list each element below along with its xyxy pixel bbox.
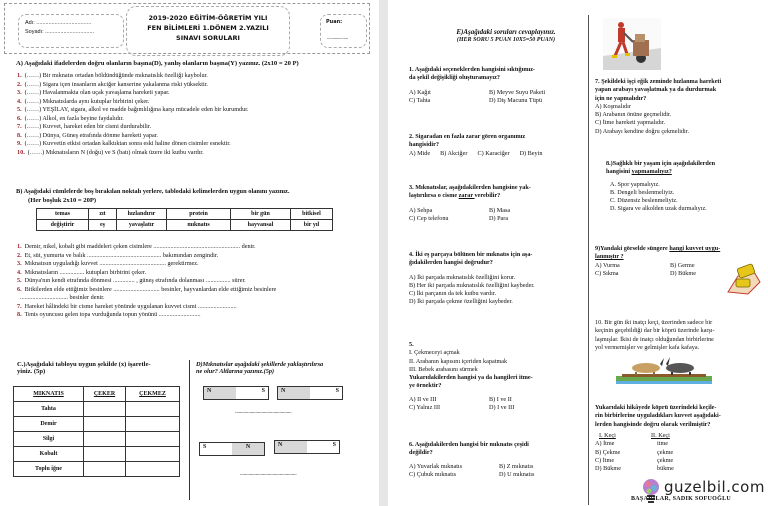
q10-story-line: 10. Bir gün iki inatçı keçi, üzerinden sadece bir [595, 319, 713, 326]
column-divider [588, 15, 589, 505]
item-text[interactable]: Dünya'nın kendi etrafında dönmesi .............. , güneş etrafında dolanması ................ sürer. [24, 277, 246, 284]
option[interactable] [595, 457, 765, 465]
signoff: BAŞARILAR, SADIK SOFUOĞLU [631, 496, 732, 502]
q1-options [409, 89, 579, 106]
option[interactable]: D) Diş Macunu Tüpü [489, 96, 542, 104]
watermark: guzelbil.com [664, 478, 765, 496]
question-3 [409, 184, 569, 223]
true-false-item [17, 106, 248, 115]
option[interactable]: B) Z mıknatıs [499, 462, 534, 470]
column-header: ÇEKER [84, 387, 126, 402]
item-text[interactable]: (……) Mıknatıslarda aynı kutuplar birbirini çeker. [24, 97, 150, 105]
word-cell: hayvansal [231, 220, 291, 231]
option[interactable]: B) Arabanın önüne geçmelidir. [595, 111, 672, 119]
question-8 [606, 160, 766, 214]
answer-line-2[interactable]: ............................................... [240, 471, 297, 477]
item-text[interactable]: Hareket hâlindeki bir cisme hareket yönünde uygulanan kuvvet cismi ......................... [24, 302, 237, 310]
option[interactable]: A) II ve III [409, 395, 437, 403]
option[interactable]: C) Çubuk mıknatıs [409, 470, 457, 478]
table-row [14, 462, 180, 477]
q10-story-line: keçinin geçebildiği dar bir köprü üzerinde karşı- [595, 327, 715, 335]
q8-stem [606, 168, 766, 176]
q6-stem: değildir? [409, 449, 433, 457]
fill-blank-item [17, 260, 276, 269]
option-second: çekme [657, 448, 674, 456]
option[interactable]: D) Beyin [519, 149, 543, 157]
q3-stem-underlined: zarar [458, 192, 475, 200]
section-a-title: A) Aşağıdaki ifadelerden doğru olanların başına(D), yanlış olanların başına(Y) yazınız. (2x10 = 20 P) [16, 60, 299, 67]
q10-stem: Yukarıdaki hikâyede köprü üzerindeki keçile- [595, 404, 717, 411]
word-cell: protein [167, 209, 231, 220]
option[interactable]: D) İki parçada çekme özelliğini kaybeder. [409, 298, 513, 306]
column-header: ÇEKMEZ [126, 387, 180, 402]
item-text[interactable]: (……) Kuvvet, hareket eden bir cismi durdurabilir. [24, 123, 152, 130]
ceker-checkbox-cell[interactable] [84, 447, 126, 462]
goats-on-bridge-image [614, 356, 714, 388]
fill-blank-item [17, 243, 276, 252]
q10-stem: lerden hangisinde doğru olarak verilmiştir? [595, 420, 711, 428]
q7-stem: için ne yapmalıdır? [595, 94, 647, 102]
word-cell: değiştirir [37, 220, 89, 231]
section-b-subtitle: (Her boşluk 2x10 = 20P) [28, 197, 97, 204]
section-c-title [17, 361, 151, 375]
option[interactable]: B) Germe [670, 261, 695, 269]
hand-squeezing-sponge-image [724, 262, 764, 298]
option-first: D) Bükme [595, 465, 621, 473]
item-text[interactable]: ............................... besinler denir. [20, 294, 105, 301]
word-cell: zıt [89, 209, 117, 220]
word-cell: mıknatıs [167, 220, 231, 231]
section-d-title [196, 361, 323, 375]
pole-label: N [275, 441, 307, 453]
option[interactable]: A) Vurma [595, 261, 620, 269]
ceker-checkbox-cell[interactable] [84, 402, 126, 417]
true-false-item [17, 123, 248, 132]
exam-title [126, 6, 290, 56]
fill-blank-item [17, 277, 276, 286]
question-5 [409, 341, 569, 412]
word-cell: bir yıl [291, 220, 333, 231]
q1-stem: 1. Aşağıdaki seçeneklerden hangisini sıktığımız- [409, 66, 535, 73]
question-2 [409, 133, 542, 158]
item-text[interactable]: Mıknatısın uyguladığı kuvvet ........................................... gerektirmez. [24, 260, 199, 267]
exam-page-left [0, 0, 379, 506]
option[interactable]: D) Para [489, 214, 509, 222]
q6-options [409, 463, 579, 480]
question-6 [409, 441, 579, 479]
option[interactable]: D. Sigara ve alkolden uzak durmalıyız. [610, 205, 707, 213]
option[interactable]: A) İki parçada mıknatıslık özelliğini korur. [409, 273, 516, 281]
q9-stem-underlined: hangi kuvvet uygu- [669, 245, 721, 252]
section-c-title-2: yiniz. (5p) [17, 368, 46, 375]
item-text[interactable]: Bitkilerden elde ettiğimiz besinlere .............................. besinler, hayvanlardan elde ettiğimiz besinlere [24, 285, 277, 293]
q3-stem-part: laştırılırsa o cisme [409, 192, 459, 200]
q4-stem: 4. İki eş parçaya bölünen bir mıknatıs için aşa- [409, 251, 533, 258]
question-10-story [595, 319, 765, 352]
fill-blank-item [17, 269, 276, 278]
item-number: 7. [17, 302, 22, 310]
ceker-checkbox-cell[interactable] [84, 462, 126, 477]
option[interactable]: A) Koşmalıdır [595, 102, 631, 110]
true-false-item [17, 140, 248, 149]
q5-statement: III. Bebek arabasını sürmek [409, 365, 478, 373]
ceker-checkbox-cell[interactable] [84, 432, 126, 447]
option[interactable]: D) Bükme [670, 269, 696, 277]
option[interactable]: D) U mıknatıs [499, 470, 535, 478]
column-divider [189, 360, 190, 500]
option-second: çekme [657, 456, 674, 464]
item-number: 1. [17, 243, 22, 250]
true-false-item [17, 115, 248, 124]
pole-label: S [310, 387, 342, 399]
word-cell: temas [37, 209, 89, 220]
question-10-stem [595, 404, 765, 429]
table-row [14, 417, 180, 432]
pole-label: S [236, 387, 268, 399]
item-text[interactable]: (……) YEŞİLAY, sigara, alkol ve madde bağımlılığına karşı mücadele eden bir kurumdur. [24, 106, 249, 113]
item-text[interactable]: (……) Bir mıknatıs ortadan böldündüğünde mıknatıslık özelliği kaybolur. [24, 72, 208, 79]
q5-stem: Yukarıdakilerden hangisi ya da hangileri itme- [409, 374, 533, 382]
cekmez-checkbox-cell[interactable] [126, 417, 180, 432]
item-number: 8. [17, 131, 22, 139]
section-e-header [436, 28, 576, 45]
q8-stem-part: hangisini [606, 168, 632, 176]
name-field[interactable]: Adı: .................................... [25, 20, 92, 26]
true-false-item [17, 132, 248, 141]
q10-column-headers [595, 432, 765, 440]
option[interactable] [595, 465, 765, 473]
item-text[interactable]: (……) Sigara içen insanların akciğer kanserine yakalanma riski yüksektir. [24, 80, 208, 88]
q2-options [409, 150, 542, 158]
fill-blank-item [17, 286, 276, 295]
question-7 [595, 78, 765, 136]
section-c-title-1: C.)Aşağıdaki tabloyu uygun şekilde (x) işaretle- [17, 361, 151, 368]
item-text[interactable]: Tenis oyuncusu gelen topa vurduğunda topun yönünü ........................... [24, 311, 201, 318]
pole-label: N [278, 387, 310, 399]
magnet-2b [274, 440, 340, 454]
pole-label: S [307, 441, 339, 453]
pole-label: N [204, 387, 236, 399]
section-d-title-1: D)Mıknatıslar aşağıdaki şekillerde yaklaştırılırsa [196, 361, 324, 368]
fill-blank-item [17, 311, 276, 320]
item-number: 2. [17, 251, 22, 259]
option-first: B) Çekme [595, 448, 621, 456]
answer-line-1[interactable]: ............................................... [235, 409, 292, 415]
question-10-options [595, 432, 765, 473]
material-cell: Tahta [14, 402, 84, 417]
item-number: 6. [17, 114, 22, 122]
word-cell: bitkisel [291, 209, 333, 220]
pole-label: S [200, 443, 232, 455]
option[interactable]: C. Düzensiz beslenmeliyiz. [610, 197, 678, 205]
table-row [14, 402, 180, 417]
item-number: 3. [17, 89, 22, 96]
q5-statement: I. Çekmeceyi açmak [409, 349, 460, 357]
q5-options [409, 396, 569, 413]
option[interactable]: B. Dengeli beslenmeliyiz. [610, 188, 675, 196]
option[interactable]: A) Sehpa [409, 206, 433, 214]
q5-statement: II. Arabanın kapısını içeriden kapatmak [409, 357, 508, 365]
word-row [37, 209, 333, 220]
magnet-2a [199, 442, 265, 456]
option[interactable]: A) Mide [409, 149, 431, 157]
option[interactable]: C) Cep telefonu [409, 214, 449, 222]
option[interactable]: D) Arabayı kendine doğru çekmelidir. [595, 127, 689, 135]
magnet-1b [277, 386, 343, 400]
ceker-checkbox-cell[interactable] [84, 417, 126, 432]
cekmez-checkbox-cell[interactable] [126, 432, 180, 447]
table-row [14, 432, 180, 447]
cekmez-checkbox-cell[interactable] [126, 447, 180, 462]
q10-story-line: yol vermemişler ve gelmişler kafa kafaya. [595, 343, 700, 351]
material-cell: Toplu iğne [14, 462, 84, 477]
q3-stem: 3. Mıknatıslar, aşağıdakilerden hangisine yak- [409, 184, 531, 191]
table-header-row [14, 387, 180, 402]
exam-header [4, 3, 370, 54]
worker-pushing-cart-image [603, 18, 661, 70]
question-4 [409, 251, 535, 307]
option[interactable] [595, 449, 765, 457]
option[interactable]: B) Meyve Suyu Paketi [489, 88, 546, 96]
q8-options [610, 181, 766, 214]
item-text[interactable]: Demir, nikel, kobalt gibi maddeleri çeken cisimlere ........................................................ denir. [24, 243, 256, 250]
q10-col-header: II. Keçi [651, 432, 670, 439]
option[interactable]: C) Sıkma [595, 269, 619, 277]
score-label: Puan: [326, 19, 343, 25]
option[interactable]: B) Akciğer [440, 149, 468, 157]
word-bank-table [36, 208, 333, 231]
attraction-table [13, 386, 180, 477]
q2-stem: 2. Sigaradan en fazla zarar gören organımız [409, 133, 526, 140]
q7-stem: 7. Şekildeki işçi eğik zeminde hızlanma hareketi [595, 78, 722, 85]
section-b-title: B) Aşağıdaki cümlelerde boş bırakılan noktalı yerlere, tablodaki kelimelerden uygun olanını yazınız. [16, 188, 290, 195]
fill-blank-item [17, 252, 276, 261]
option[interactable]: B) Masa [489, 206, 511, 214]
item-text[interactable]: (……) Havalanmakta olan uçak yavaşlama hareketi yapar. [24, 89, 170, 96]
option[interactable]: C) İtme hareketi yapmalıdır. [595, 119, 666, 127]
word-cell: bir gün [231, 209, 291, 220]
q5-number: 5. [409, 341, 414, 348]
option[interactable]: B) I ve II [489, 395, 512, 403]
section-b-list [17, 243, 276, 320]
fill-blank-item [17, 303, 276, 312]
q10-rows [595, 440, 765, 473]
item-number: 4. [17, 268, 22, 276]
q10-stem: rin birbirlerine uyguladıkları kuvvet aşağıdaki- [595, 412, 721, 420]
item-text[interactable]: (……) Alkol, en fazla beyine faydalıdır. [24, 114, 124, 122]
pole-label: N [232, 443, 264, 455]
option[interactable]: C) Yalnız III [409, 404, 441, 412]
option-first: A) İtme [595, 440, 615, 448]
table-row [14, 447, 180, 462]
item-number: 4. [17, 97, 22, 105]
item-number: 5. [17, 277, 22, 284]
item-number: 7. [17, 123, 22, 130]
title-line-1: 2019-2020 EĞİTİM-ÖĞRETİM YILI [148, 14, 268, 22]
q6-stem: 6. Aşağıdakilerden hangisi bir mıknatıs çeşidi [409, 441, 529, 448]
q9-stem-part: 9)Yandaki görselde süngere [595, 245, 670, 252]
option[interactable]: C) İki parçanın da tek kutbu vardır. [409, 290, 497, 298]
material-cell: Silgi [14, 432, 84, 447]
q8-stem: 8.)Sağlıklı bir yaşam için aşağıdakilerden [606, 160, 716, 167]
item-number: 2. [17, 80, 22, 88]
q9-stem-underlined: lanmıştır ? [595, 253, 624, 261]
cekmez-checkbox-cell[interactable] [126, 402, 180, 417]
q9-stem [595, 245, 765, 253]
q2-stem: hangisidir? [409, 141, 439, 149]
word-cell: hızlandırır [117, 209, 167, 220]
true-false-item [17, 98, 248, 107]
title-line-2: FEN BİLİMLERİ 1.DÖNEM 2.YAZILI [147, 24, 269, 32]
title-line-3: SINAVI SORULARI [176, 34, 240, 42]
item-text[interactable]: Et, süt, yumurta ve balık ................................................ bakımından zengindir. [24, 251, 219, 259]
score-field[interactable]: ................... [327, 35, 348, 41]
q5-stem: ye örnektir? [409, 382, 442, 390]
material-cell: Kobalt [14, 447, 84, 462]
word-cell: yavaşlatır [117, 220, 167, 231]
section-e-subtitle: (HER SORU 5 PUAN 10X5=50 PUAN) [456, 37, 556, 44]
option[interactable]: A. Spor yapmalıyız. [610, 180, 660, 188]
q10-col-header: I. Keçi [599, 432, 616, 439]
option[interactable]: B) Her iki parçada mıknatıslık özelliğini kaybeder. [409, 281, 535, 289]
option[interactable] [595, 440, 765, 448]
item-number: 5. [17, 106, 22, 113]
section-d-title-2: ne olur? Altlarına yazınız.(5p) [196, 368, 275, 375]
item-number: 6. [17, 285, 22, 293]
question-1 [409, 66, 579, 105]
student-info-box [18, 14, 124, 48]
option-second: itme [657, 440, 668, 448]
q8-stem-underlined: yapmamalıyız? [631, 168, 672, 176]
option[interactable]: C) Tahta [409, 96, 431, 104]
item-number: 10. [17, 148, 25, 156]
true-false-item [17, 72, 248, 81]
page-gap [379, 0, 388, 506]
item-number: 8. [17, 311, 22, 318]
surname-field[interactable]: Soyadı: ................................ [25, 29, 95, 35]
word-row [37, 220, 333, 231]
item-text[interactable]: Mıknatısların ................ kutupları birbirini çeker. [24, 268, 147, 276]
q3-stem-part: verebilir? [474, 192, 501, 200]
exam-page-right [388, 0, 768, 506]
option[interactable]: A) Kağıt [409, 88, 431, 96]
score-box [320, 14, 367, 48]
q4-stem: ğıdakilerden hangisi doğrudur? [409, 259, 493, 267]
word-cell: eş [89, 220, 117, 231]
magnet-1a [203, 386, 269, 400]
q1-stem: da şekil değişikliği oluşturamayız? [409, 74, 500, 82]
true-false-item [17, 149, 248, 158]
q7-stem: yapan arabayı yavaşlatmak ya da durdurmak [595, 86, 717, 94]
true-false-item [17, 89, 248, 98]
fill-blank-item [17, 294, 276, 303]
q3-stem [409, 192, 569, 200]
item-text[interactable]: (……) Dünya, Güneş etrafında dönme hareketi yapar. [24, 131, 158, 139]
option[interactable]: D) I ve III [489, 404, 515, 412]
item-number: 1. [17, 72, 22, 79]
true-false-item [17, 81, 248, 90]
section-e-title: E)Aşağıdaki soruları cevaplayınız. [456, 28, 556, 36]
option-first: C) İtme [595, 456, 615, 464]
item-text[interactable]: (……) Kuvvetin etkisi ortadan kalktıktan sonra eski haline dönen cisimler esnektir. [24, 140, 231, 147]
option[interactable]: C) Karaciğer [477, 149, 510, 157]
section-a-list [17, 72, 248, 157]
option-second: bükme [657, 465, 674, 473]
item-number: 9. [17, 140, 22, 147]
q3-options [409, 207, 569, 224]
item-number: 3. [17, 260, 22, 267]
item-text[interactable]: (……) Mıknatısların N (doğu) ve S (batı) olmak üzere iki kutbu vardır. [27, 148, 204, 156]
material-cell: Demir [14, 417, 84, 432]
q4-options [409, 274, 535, 307]
column-header: MIKNATIS [14, 387, 84, 402]
q10-story-line: laşmışlar. İkisi de inatçı olduğundan birbirlerine [595, 335, 714, 343]
cekmez-checkbox-cell[interactable] [126, 462, 180, 477]
option[interactable]: A) Yuvarlak mıknatıs [409, 462, 463, 470]
